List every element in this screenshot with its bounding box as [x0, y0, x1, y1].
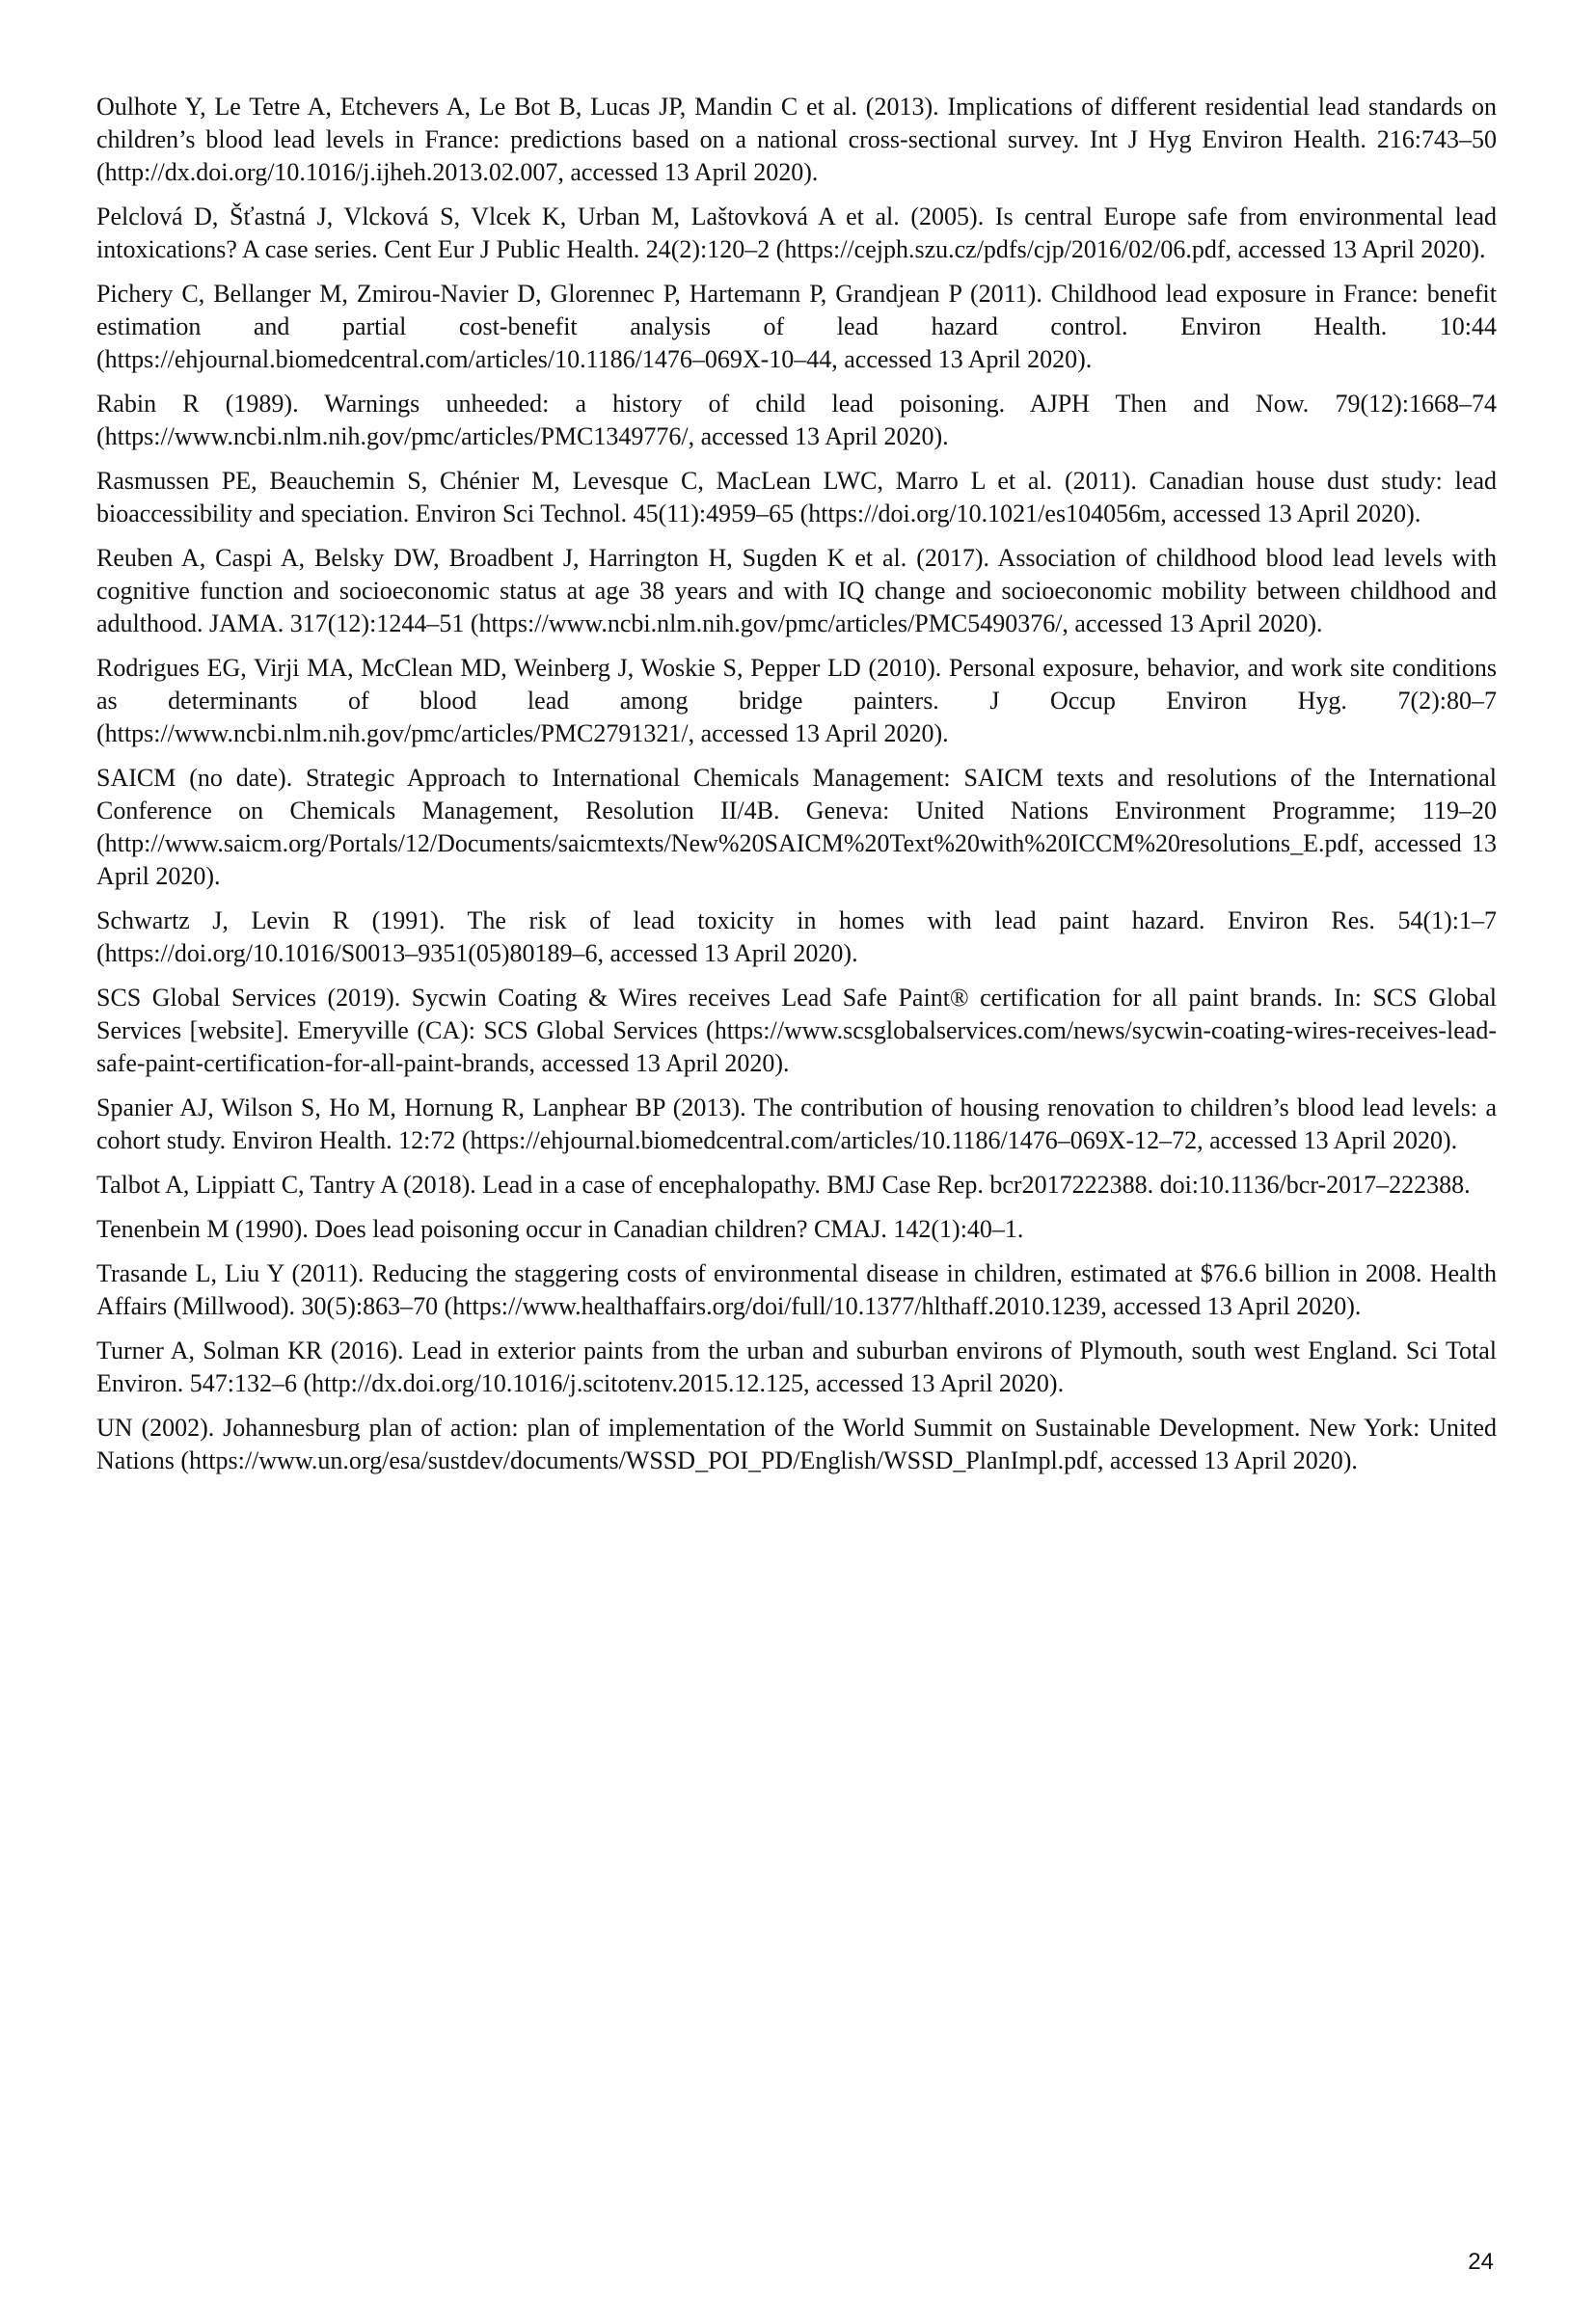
reference-entry: Rodrigues EG, Virji MA, McClean MD, Weinberg J, Woskie S, Pepper LD (2010). Personal exposure, behavior, and work site conditions as determinants of blood lead among bridge painters. J Occup Environ Hyg. 7(2):80–7 (https://www.ncbi.nlm.nih.gov/pmc/articles/PMC2791321/, accessed 13 April 2020).	[96, 654, 1497, 747]
reference-entry: UN (2002). Johannesburg plan of action: plan of implementation of the World Summit on Sustainable Development. New York: United Nations (https://www.un.org/esa/sustdev/documents/WSSD_POI_PD/English/WSSD_PlanImpl.pdf, accessed 13 April 2020).	[96, 1414, 1497, 1474]
reference-entry: Pelclová D, Šťastná J, Vlcková S, Vlcek K, Urban M, Laštovková A et al. (2005). Is central Europe safe from environmental lead intoxications? A case series. Cent Eur J Public Health. 24(2):120–2 (https://cejph.szu.cz/pdfs/cjp/2016/02/06.pdf, accessed 13 April 2020).	[96, 203, 1497, 263]
reference-entry: Oulhote Y, Le Tetre A, Etchevers A, Le Bot B, Lucas JP, Mandin C et al. (2013). Implications of different residential lead standards on children’s blood lead levels in France: predictions based on a national cross-sectional survey. Int J Hyg Environ Health. 216:743–50 (http://dx.doi.org/10.1016/j.ijheh.2013.02.007, accessed 13 April 2020).	[96, 93, 1497, 186]
reference-list	[96, 91, 1497, 1489]
reference-entry: Turner A, Solman KR (2016). Lead in exterior paints from the urban and suburban environs of Plymouth, south west England. Sci Total Environ. 547:132–6 (http://dx.doi.org/10.1016/j.scitotenv.2015.12.125, accessed 13 April 2020).	[96, 1337, 1497, 1397]
reference-entry: Rasmussen PE, Beauchemin S, Chénier M, Levesque C, MacLean LWC, Marro L et al. (2011). Canadian house dust study: lead bioaccessibility and speciation. Environ Sci Technol. 45(11):4959–65 (https://doi.org/10.1021/es104056m, accessed 13 April 2020).	[96, 467, 1497, 527]
reference-entry: Pichery C, Bellanger M, Zmirou-Navier D, Glorennec P, Hartemann P, Grandjean P (2011). Childhood lead exposure in France: benefit estimation and partial cost-benefit analysis of lead hazard control. Environ Health. 10:44 (https://ehjournal.biomedcentral.com/articles/10.1186/1476–069X-10–44, accessed 13 April 2020).	[96, 280, 1497, 373]
reference-entry: Talbot A, Lippiatt C, Tantry A (2018). Lead in a case of encephalopathy. BMJ Case Rep. bcr2017222388. doi:10.1136/bcr-2017–222388.	[96, 1171, 1471, 1199]
reference-entry: Reuben A, Caspi A, Belsky DW, Broadbent J, Harrington H, Sugden K et al. (2017). Association of childhood blood lead levels with cognitive function and socioeconomic status at age 38 years and with IQ change and socioeconomic mobility between childhood and adulthood. JAMA. 317(12):1244–51 (https://www.ncbi.nlm.nih.gov/pmc/articles/PMC5490376/, accessed 13 April 2020).	[96, 544, 1497, 637]
reference-entry: Rabin R (1989). Warnings unheeded: a history of child lead poisoning. AJPH Then and Now. 79(12):1668–74 (https://www.ncbi.nlm.nih.gov/pmc/articles/PMC1349776/, accessed 13 April 2020).	[96, 390, 1497, 450]
reference-entry: Spanier AJ, Wilson S, Ho M, Hornung R, Lanphear BP (2013). The contribution of housing renovation to children’s blood lead levels: a cohort study. Environ Health. 12:72 (https://ehjournal.biomedcentral.com/articles/10.1186/1476–069X-12–72, accessed 13 April 2020).	[96, 1094, 1497, 1154]
reference-entry: SAICM (no date). Strategic Approach to International Chemicals Management: SAICM texts and resolutions of the International Conference on Chemicals Management, Resolution II/4B. Geneva: United Nations Environment Programme; 119–20 (http://www.saicm.org/Portals/12/Documents/saicmtexts/New%20SAICM%20Text%20with%20ICCM%20resolutions_E.pdf, accessed 13 April 2020).	[96, 764, 1497, 890]
reference-entry: Trasande L, Liu Y (2011). Reducing the staggering costs of environmental disease in children, estimated at $76.6 billion in 2008. Health Affairs (Millwood). 30(5):863–70 (https://www.healthaffairs.org/doi/full/10.1377/hlthaff.2010.1239, accessed 13 April 2020).	[96, 1259, 1497, 1320]
reference-entry: Schwartz J, Levin R (1991). The risk of lead toxicity in homes with lead paint hazard. Environ Res. 54(1):1–7 (https://doi.org/10.1016/S0013–9351(05)80189–6, accessed 13 April 2020).	[96, 906, 1497, 967]
reference-entry: SCS Global Services (2019). Sycwin Coating & Wires receives Lead Safe Paint® certification for all paint brands. In: SCS Global Services [website]. Emeryville (CA): SCS Global Services (https://www.scsglobalservices.com/news/sycwin-coating-wires-receives-lead-safe-paint-certification-for-all-paint-brands, accessed 13 April 2020).	[96, 984, 1497, 1077]
page-number: 24	[1468, 2249, 1494, 2275]
reference-entry: Tenenbein M (1990). Does lead poisoning occur in Canadian children? CMAJ. 142(1):40–1.	[96, 1215, 1024, 1243]
